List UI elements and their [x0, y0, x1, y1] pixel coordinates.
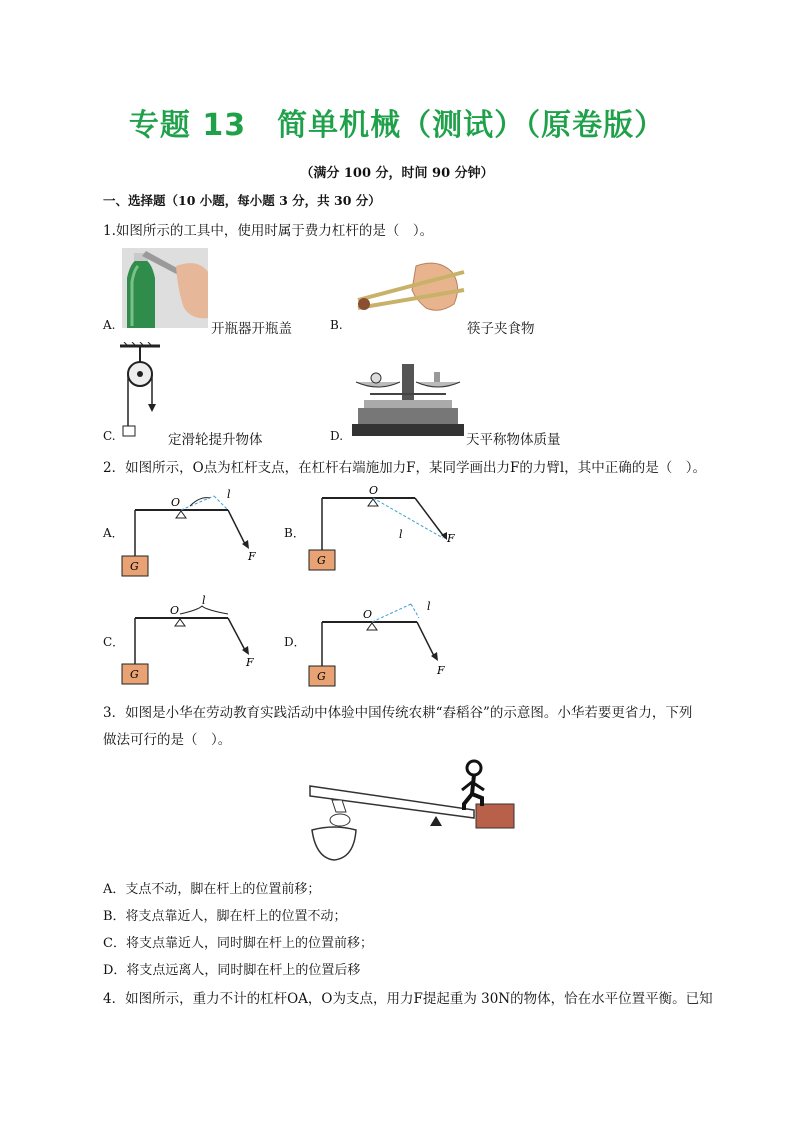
q1-option-c-letter: C.: [103, 429, 116, 443]
q1-option-a-letter: A.: [103, 318, 116, 332]
fixed-pulley-illustration: [118, 342, 166, 440]
svg-text:F: F: [437, 664, 445, 677]
svg-text:F: F: [447, 532, 455, 545]
q3-option-d: D．将支点远离人，同时脚在杆上的位置后移: [103, 963, 361, 978]
lever-diagram-a: [118, 486, 268, 582]
lever-diagram-d: [305, 594, 465, 690]
q1-stem: 1.如图所示的工具中，使用时属于费力杠杆的是（ ）。: [103, 223, 434, 239]
q2-stem: 2．如图所示，O点为杠杆支点，在杠杆右端施加力F，某同学画出力F的力臂l，其中正确的是（ ）。: [103, 460, 706, 476]
svg-text:O: O: [171, 496, 181, 509]
q3-stem-line1: 3．如图是小华在劳动教育实践活动中体验中国传统农耕“舂稻谷”的示意图。小华若要更省力，下列: [103, 705, 693, 721]
svg-text:G: G: [130, 668, 139, 681]
q1-option-b-letter: B.: [330, 318, 343, 332]
balance-scale-illustration: [350, 360, 466, 438]
q1-option-a-caption: 开瓶器开瓶盖: [211, 321, 292, 337]
bottle-opener-photo: [122, 248, 208, 328]
svg-text:l: l: [399, 528, 403, 541]
q1-option-d-letter: D.: [330, 429, 344, 443]
q1-option-d-caption: 天平称物体质量: [466, 432, 561, 448]
q1-option-b-caption: 筷子夹食物: [467, 321, 535, 337]
q2-option-a-letter: A．: [103, 526, 124, 540]
q4-stem: 4．如图所示，重力不计的杠杆OA，O为支点，用力F提起重为 30N的物体，恰在水平位置平衡。已知: [103, 991, 713, 1007]
q1-option-c-caption: 定滑轮提升物体: [168, 432, 263, 448]
lever-diagram-b: [305, 486, 465, 582]
svg-text:G: G: [130, 560, 139, 573]
svg-text:G: G: [317, 670, 326, 683]
q3-option-c: C．将支点靠近人，同时脚在杆上的位置前移；: [103, 936, 373, 951]
svg-text:F: F: [248, 550, 256, 563]
q3-stem-line2: 做法可行的是（ ）。: [103, 732, 232, 748]
svg-text:O: O: [369, 486, 379, 497]
svg-text:G: G: [317, 554, 326, 567]
section-heading: 一、选择题（10 小题，每小题 3 分，共 30 分）: [103, 193, 381, 208]
q2-option-d-letter: D．: [284, 635, 306, 649]
svg-text:l: l: [427, 600, 431, 613]
svg-text:l: l: [227, 488, 231, 501]
page-subtitle: （满分 100 分，时间 90 分钟）: [300, 166, 494, 181]
lever-diagram-c: [118, 594, 268, 686]
bottle-opener-illustration: [122, 248, 208, 328]
q3-option-b: B．将支点靠近人，脚在杆上的位置不动；: [103, 909, 347, 924]
svg-text:O: O: [170, 604, 180, 617]
q3-option-a: A．支点不动，脚在杆上的位置前移；: [103, 882, 321, 897]
svg-text:l: l: [202, 594, 206, 607]
chopsticks-illustration: [354, 260, 466, 326]
svg-text:F: F: [246, 656, 254, 669]
svg-text:O: O: [363, 608, 373, 621]
q2-option-b-letter: B．: [284, 526, 305, 540]
page-title: 专题 13 简单机械（测试）（原卷版）: [128, 108, 666, 143]
rice-pounding-illustration: [306, 750, 520, 866]
q2-option-c-letter: C．: [103, 635, 125, 649]
